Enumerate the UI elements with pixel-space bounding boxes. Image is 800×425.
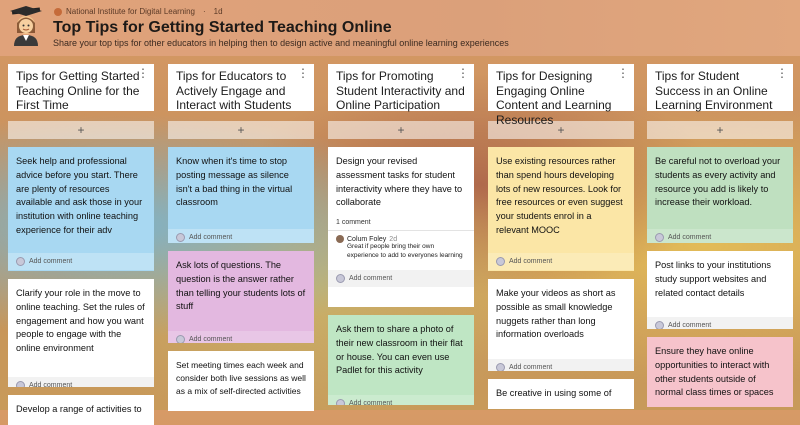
- add-comment-label: Add comment: [509, 258, 553, 265]
- post-text: Use existing resources rather than spend hours developing lots of new resources. Look for free resources or even suggest your students enrol in a relevant MOOC: [496, 156, 623, 235]
- add-post-button[interactable]: +: [488, 121, 634, 139]
- comment-avatar-icon: [655, 233, 664, 242]
- post-card[interactable]: [647, 147, 793, 243]
- comment-avatar-icon: [496, 363, 505, 371]
- comment-avatar-icon: [336, 274, 345, 283]
- column-header: [168, 64, 314, 111]
- column-header: [328, 64, 474, 111]
- post-text: Post links to your institutions study support websites and related contact details: [655, 260, 771, 298]
- add-comment-label: Add comment: [349, 275, 393, 283]
- post-card[interactable]: [488, 279, 634, 371]
- add-comment-button[interactable]: [8, 253, 154, 270]
- column-title: Tips for Educators to Actively Engage and Interact with Students: [176, 69, 292, 112]
- post-meta: National Institute for Digital Learning · 1d: [54, 7, 223, 16]
- add-comment-label: Add comment: [189, 336, 233, 343]
- comment-avatar-icon: [496, 257, 505, 266]
- teacher-avatar-icon: [6, 6, 46, 46]
- page-title: Top Tips for Getting Started Teaching Online: [53, 19, 392, 36]
- post-card[interactable]: [168, 147, 314, 243]
- column-student-success: [647, 64, 793, 407]
- add-comment-button[interactable]: [168, 229, 314, 243]
- column-title: Tips for Promoting Student Interactivity and Online Participation: [336, 69, 465, 112]
- post-card[interactable]: [328, 315, 474, 405]
- post-text: Know when it's time to stop posting message as silence isn't a bad thing in the virtual classroom: [176, 156, 293, 208]
- add-comment-button[interactable]: [488, 253, 634, 270]
- add-comment-button[interactable]: [168, 331, 314, 343]
- post-text: Clarify your role in the move to online teaching. Set the rules of engagement and how you want people to engage with the online environment: [16, 288, 145, 354]
- post-text: Ask them to share a photo of their new classroom in their flat or house. You can even use Padlet for this activity: [336, 324, 463, 376]
- post-text: Make your videos as short as possible as small knowledge nuggets rather than long information overloads: [496, 288, 616, 340]
- column-title: Tips for Student Success in an Online Learning Environment: [655, 69, 773, 112]
- more-options-icon[interactable]: ⋮: [617, 66, 629, 80]
- add-comment-label: Add comment: [29, 382, 73, 387]
- add-post-button[interactable]: +: [647, 121, 793, 139]
- post-text: Be careful not to overload your students as every activity and resource you add is likely to increase their workload.: [655, 156, 781, 208]
- post-card[interactable]: [488, 147, 634, 271]
- column-header: [8, 64, 154, 111]
- add-comment-button[interactable]: [488, 359, 634, 371]
- post-card[interactable]: [488, 379, 634, 409]
- add-comment-button[interactable]: [647, 317, 793, 329]
- post-card[interactable]: [8, 395, 154, 425]
- post-time: 1d: [213, 7, 223, 16]
- column-title: Tips for Designing Engaging Online Content and Learning Resources: [496, 69, 612, 127]
- comment-avatar-icon: [16, 257, 25, 266]
- comment-time: 2d: [389, 235, 398, 243]
- column-engage-interact: [168, 64, 314, 411]
- comment-avatar-icon: [176, 233, 185, 242]
- column-interactivity: [328, 64, 474, 405]
- add-comment-label: Add comment: [349, 400, 393, 405]
- org-name[interactable]: National Institute for Digital Learning: [66, 7, 195, 16]
- commenter-avatar: [336, 235, 344, 243]
- post-text: Ensure they have online opportunities to interact with other students outside of normal class times or spaces: [655, 346, 774, 398]
- post-card[interactable]: [8, 147, 154, 271]
- more-options-icon[interactable]: ⋮: [137, 66, 149, 80]
- add-comment-button[interactable]: [328, 270, 474, 287]
- page-subtitle: Share your top tips for other educators in helping then to design active and meaningful online learning experiences: [53, 38, 509, 48]
- comment-avatar-icon: [655, 321, 664, 329]
- comment-avatar-icon: [16, 381, 25, 387]
- add-post-button[interactable]: +: [328, 121, 474, 139]
- comment: [328, 231, 474, 264]
- post-text: Be creative in using some of: [496, 388, 612, 398]
- post-card[interactable]: [647, 337, 793, 407]
- padlet-header: [0, 0, 800, 56]
- post-card[interactable]: [647, 251, 793, 329]
- post-text: Develop a range of activities to: [16, 404, 142, 414]
- more-options-icon[interactable]: ⋮: [297, 66, 309, 80]
- column-header: [488, 64, 634, 127]
- add-comment-label: Add comment: [668, 234, 712, 241]
- add-comment-button[interactable]: [647, 229, 793, 243]
- add-comment-label: Add comment: [29, 258, 73, 265]
- post-card[interactable]: [328, 147, 474, 307]
- more-options-icon[interactable]: ⋮: [457, 66, 469, 80]
- column-content-resources: [488, 64, 634, 409]
- column-title: Tips for Getting Started Teaching Online for the First Time: [16, 69, 140, 112]
- add-comment-button[interactable]: [328, 395, 474, 405]
- comment-avatar-icon: [336, 399, 345, 405]
- post-text: Design your revised assessment tasks for student interactivity where they have to collaborate: [336, 156, 463, 208]
- post-card[interactable]: [168, 251, 314, 343]
- post-card[interactable]: [168, 351, 314, 411]
- post-text: Ask lots of questions. The question is the answer rather than telling your students lots of stuff: [176, 260, 306, 312]
- post-text: Set meeting times each week and consider both live sessions as well as a mix of self-directed activities: [176, 360, 306, 396]
- column-getting-started: [8, 64, 154, 425]
- add-comment-label: Add comment: [509, 364, 553, 371]
- add-post-button[interactable]: +: [168, 121, 314, 139]
- add-comment-button[interactable]: [8, 377, 154, 387]
- commenter-name: Colum Foley: [347, 235, 387, 243]
- comment-text: Great if people bring their own experience to add to everyones learning: [347, 243, 463, 259]
- add-comment-label: Add comment: [189, 234, 233, 241]
- add-post-button[interactable]: +: [8, 121, 154, 139]
- comment-count[interactable]: 1 comment: [328, 217, 474, 231]
- column-header: [647, 64, 793, 111]
- post-text: Seek help and professional advice before you start. There are plenty of resources available and ask those in your institution with online teaching experience for their adv: [16, 156, 143, 235]
- org-logo-icon: [54, 8, 62, 16]
- comment-avatar-icon: [176, 335, 185, 343]
- more-options-icon[interactable]: ⋮: [776, 66, 788, 80]
- post-card[interactable]: [8, 279, 154, 387]
- add-comment-label: Add comment: [668, 322, 712, 329]
